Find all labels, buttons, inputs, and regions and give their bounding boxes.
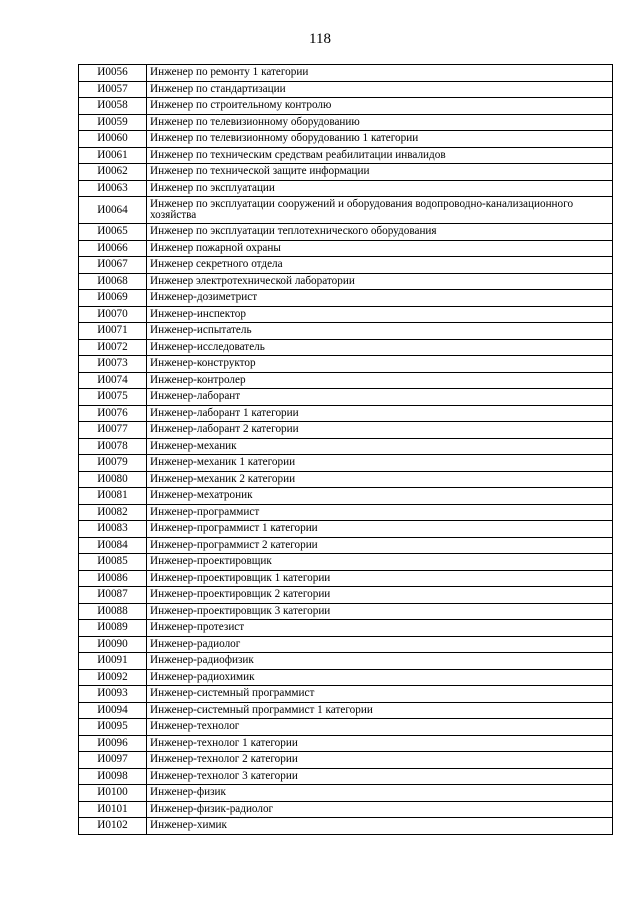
table-row [79,240,613,257]
occupation-name: Инженер секретного отдела [147,257,613,274]
occupation-code: И0066 [79,240,147,257]
table-row [79,98,613,115]
occupation-code: И0082 [79,504,147,521]
table-row [79,521,613,538]
occupation-name: Инженер-химик [147,818,613,835]
table-row [79,719,613,736]
table-row [79,488,613,505]
occupation-code: И0081 [79,488,147,505]
table-row [79,389,613,406]
occupation-code: И0070 [79,306,147,323]
occupation-name: Инженер-системный программист [147,686,613,703]
occupation-code: И0085 [79,554,147,571]
table-row [79,735,613,752]
table-row [79,114,613,131]
occupation-name: Инженер по телевизионному оборудованию [147,114,613,131]
occupation-code: И0061 [79,147,147,164]
table-row [79,801,613,818]
occupation-code: И0096 [79,735,147,752]
occupation-name: Инженер-механик [147,438,613,455]
table-row [79,620,613,637]
table-row [79,164,613,181]
occupation-name: Инженер по технической защите информации [147,164,613,181]
occupation-name: Инженер-дозиметрист [147,290,613,307]
occupation-code: И0063 [79,180,147,197]
occupation-name: Инженер-лаборант 1 категории [147,405,613,422]
occupation-name: Инженер-технолог 1 категории [147,735,613,752]
table-row [79,768,613,785]
occupation-name: Инженер-механик 2 категории [147,471,613,488]
occupation-name: Инженер-программист 1 категории [147,521,613,538]
table-row [79,197,613,224]
occupation-name: Инженер по эксплуатации теплотехнического оборудования [147,224,613,241]
occupation-name: Инженер-мехатроник [147,488,613,505]
occupation-code: И0083 [79,521,147,538]
occupation-name: Инженер-системный программист 1 категории [147,702,613,719]
table-row [79,455,613,472]
occupation-name: Инженер-радиофизик [147,653,613,670]
occupation-name: Инженер-технолог 2 категории [147,752,613,769]
table-row [79,653,613,670]
occupation-name: Инженер-проектировщик 1 категории [147,570,613,587]
occupation-name: Инженер-механик 1 категории [147,455,613,472]
occupation-code: И0058 [79,98,147,115]
occupation-code: И0102 [79,818,147,835]
table-row [79,356,613,373]
occupation-name: Инженер-программист 2 категории [147,537,613,554]
table-row [79,422,613,439]
page-number: 118 [309,31,331,47]
occupation-name: Инженер-протезист [147,620,613,637]
occupation-code: И0086 [79,570,147,587]
occupation-name: Инженер по эксплуатации [147,180,613,197]
occupation-code: И0071 [79,323,147,340]
occupation-code: И0088 [79,603,147,620]
occupation-code: И0072 [79,339,147,356]
occupation-code: И0074 [79,372,147,389]
occupation-code: И0095 [79,719,147,736]
occupation-name: Инженер-испытатель [147,323,613,340]
occupation-code: И0100 [79,785,147,802]
table-row [79,306,613,323]
occupation-name: Инженер по телевизионному оборудованию 1 категории [147,131,613,148]
occupation-code: И0093 [79,686,147,703]
occupation-name: Инженер-проектировщик [147,554,613,571]
occupation-code: И0059 [79,114,147,131]
table-row [79,702,613,719]
occupation-code: И0101 [79,801,147,818]
table-row [79,603,613,620]
table-row [79,471,613,488]
occupation-name: Инженер-инспектор [147,306,613,323]
occupation-code: И0092 [79,669,147,686]
occupation-name: Инженер по ремонту 1 категории [147,65,613,82]
occupation-code: И0056 [79,65,147,82]
occupation-code: И0067 [79,257,147,274]
occupation-code: И0087 [79,587,147,604]
table-row [79,131,613,148]
occupation-code: И0069 [79,290,147,307]
occupation-name: Инженер по стандартизации [147,81,613,98]
occupation-code: И0089 [79,620,147,637]
table-row [79,587,613,604]
occupation-code: И0077 [79,422,147,439]
table-row [79,257,613,274]
table-row [79,290,613,307]
occupation-code: И0075 [79,389,147,406]
table-row [79,669,613,686]
occupation-code: И0073 [79,356,147,373]
occupation-code: И0091 [79,653,147,670]
occupation-code: И0090 [79,636,147,653]
table-row [79,81,613,98]
table-row [79,372,613,389]
occupation-name: Инженер по эксплуатации сооружений и оборудования водопроводно-канализационного хозяйства [147,197,613,224]
occupation-code: И0065 [79,224,147,241]
occupation-name: Инженер-лаборант [147,389,613,406]
occupation-name: Инженер-радиохимик [147,669,613,686]
table-row [79,405,613,422]
occupation-name: Инженер пожарной охраны [147,240,613,257]
occupation-name: Инженер-исследователь [147,339,613,356]
table-row [79,65,613,82]
table-row [79,752,613,769]
occupation-name: Инженер по строительному контролю [147,98,613,115]
occupation-name: Инженер-лаборант 2 категории [147,422,613,439]
occupation-codes-table [78,64,613,835]
occupation-code: И0098 [79,768,147,785]
occupation-code: И0068 [79,273,147,290]
occupation-name: Инженер-технолог [147,719,613,736]
table-row [79,504,613,521]
table-row [79,147,613,164]
table-row [79,636,613,653]
table-row [79,537,613,554]
occupation-code: И0076 [79,405,147,422]
occupation-code: И0057 [79,81,147,98]
table-row [79,438,613,455]
occupation-name: Инженер-программист [147,504,613,521]
occupation-name: Инженер-проектировщик 3 категории [147,603,613,620]
occupation-code: И0062 [79,164,147,181]
occupation-code: И0060 [79,131,147,148]
occupation-name: Инженер-физик [147,785,613,802]
table-body [79,65,613,835]
occupation-code: И0080 [79,471,147,488]
occupation-name: Инженер-технолог 3 категории [147,768,613,785]
occupation-code: И0084 [79,537,147,554]
occupation-name: Инженер электротехнической лаборатории [147,273,613,290]
occupation-name: Инженер-контролер [147,372,613,389]
table-row [79,273,613,290]
occupation-code: И0097 [79,752,147,769]
occupation-code: И0064 [79,197,147,224]
table-row [79,180,613,197]
occupation-name: Инженер-конструктор [147,356,613,373]
table-row [79,785,613,802]
occupation-code: И0078 [79,438,147,455]
table-row [79,570,613,587]
occupation-name: Инженер-радиолог [147,636,613,653]
table-row [79,339,613,356]
occupation-name: Инженер по техническим средствам реабилитации инвалидов [147,147,613,164]
occupation-name: Инженер-физик-радиолог [147,801,613,818]
table-row [79,554,613,571]
table-row [79,323,613,340]
occupation-code: И0094 [79,702,147,719]
occupation-code: И0079 [79,455,147,472]
table-row [79,818,613,835]
table-row [79,224,613,241]
table-row [79,686,613,703]
occupation-name: Инженер-проектировщик 2 категории [147,587,613,604]
